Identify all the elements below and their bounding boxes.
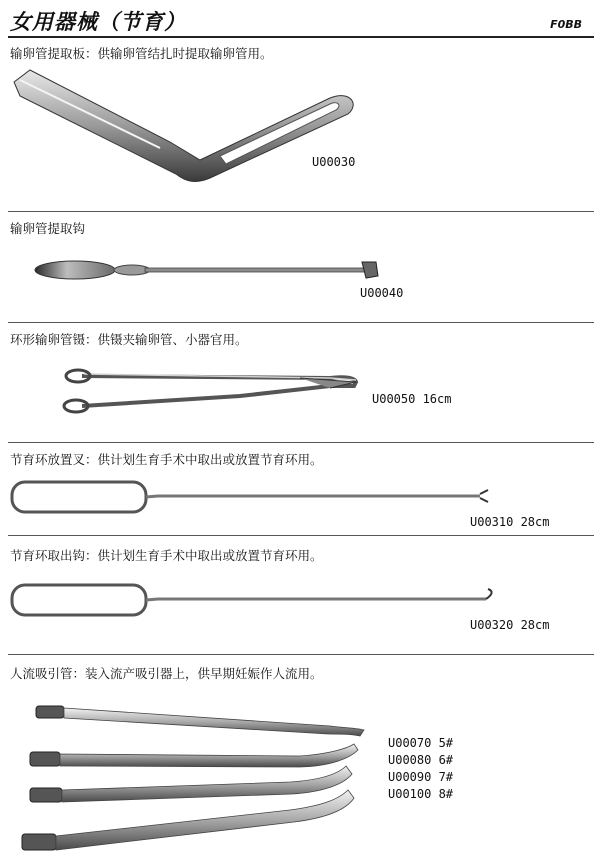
- section-2-description: 输卵管提取钩: [10, 221, 86, 236]
- suction-tubes-image: [0, 690, 600, 860]
- section-6-description: 人流吸引管：装入流产吸引器上，供早期妊娠作人流用。: [10, 666, 323, 681]
- product-code: U00320 28cm: [470, 618, 550, 632]
- ring-tubal-forceps-image: [0, 360, 600, 420]
- page-title: 女用器械（节育）: [10, 10, 186, 34]
- product-code: U00050 16cm: [372, 392, 452, 406]
- section-5-description: 节育环取出钩：供计划生育手术中取出或放置节育环用。: [10, 548, 323, 563]
- product-code: U00030: [312, 155, 356, 169]
- section-4-description: 节育环放置叉：供计划生育手术中取出或放置节育环用。: [10, 452, 323, 467]
- tubal-lifting-hook-image: [0, 250, 600, 290]
- section-divider: [8, 654, 594, 655]
- section-divider: [8, 322, 594, 323]
- section-divider: [8, 442, 594, 443]
- section-divider: [8, 211, 594, 212]
- section-1-description: 输卵管提取板：供输卵管结扎时提取输卵管用。: [10, 46, 273, 61]
- product-code: U00070 5#: [388, 736, 454, 750]
- product-code: U00040: [360, 286, 404, 300]
- product-code: U00100 8#: [388, 787, 454, 801]
- page-header: [0, 0, 600, 40]
- tubal-lifting-plate-image: [0, 60, 600, 200]
- catalog-code: F0BB: [550, 18, 582, 31]
- section-3-description: 环形输卵管镊：供镊夹输卵管、小器官用。: [10, 332, 248, 347]
- product-code: U00080 6#: [388, 753, 454, 767]
- section-divider: [8, 535, 594, 536]
- product-code: U00310 28cm: [470, 515, 550, 529]
- product-code: U00090 7#: [388, 770, 454, 784]
- header-rule: [8, 36, 594, 38]
